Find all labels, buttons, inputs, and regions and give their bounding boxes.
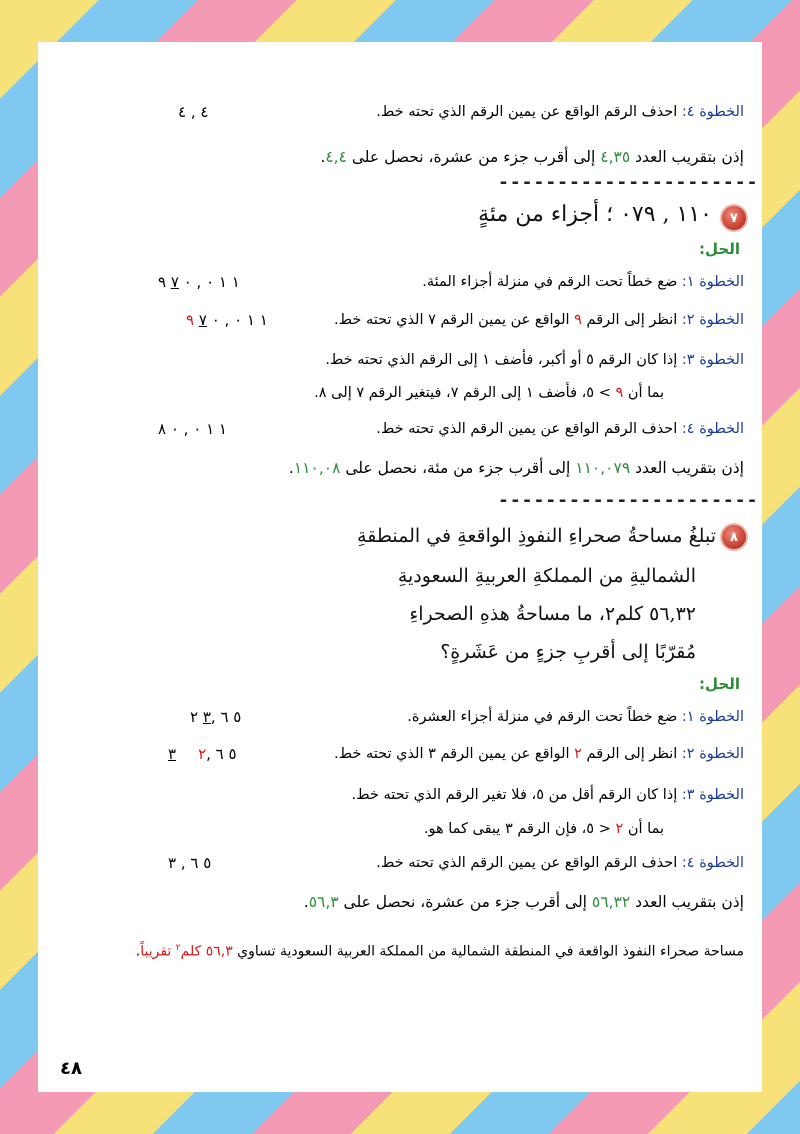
ex8-step3-detail: بما أن ٢ < ٥، فإن الرقم ٣ يبقى كما هو.: [423, 821, 664, 837]
example-8-solution-label: الحل:: [699, 675, 740, 693]
ex7-step2: الخطوة ٢: انظر إلى الرقم ٩ الواقع عن يمين الرقم ٧ الذي تحته خط.: [334, 312, 744, 328]
ex8-step4-number: ٥ ٦ , ٣: [168, 854, 212, 872]
example-7-badge: ٧: [720, 204, 748, 232]
example-7-solution-label: الحل:: [699, 240, 740, 258]
ex7-step2-number: ١ ١ ٠ , ٠ ٧ ٩: [186, 311, 268, 329]
ex7-conclusion: إذن بتقريب العدد ١١٠,٠٧٩ إلى أقرب جزء من مئة، نحصل على ١١٠,٠٨.: [288, 459, 744, 477]
prev-step4-line: الخطوة ٤: احذف الرقم الواقع عن يمين الرقم الذي تحته خط.: [376, 104, 744, 120]
divider-2: ----------------------: [498, 490, 759, 511]
prev-step4-result: ٤ , ٤: [178, 103, 209, 121]
ex7-step3-detail: بما أن ٩ > ٥، فأضف ١ إلى الرقم ٧، فيتغير الرقم ٧ إلى ٨.: [314, 385, 664, 401]
ex7-step4: الخطوة ٤: احذف الرقم الواقع عن يمين الرقم الذي تحته خط.: [376, 421, 744, 437]
page-number: ٤٨: [60, 1058, 82, 1079]
ex7-step1-number: ١ ١ ٠ , ٠ ٧ ٩: [158, 273, 240, 291]
ex8-step2: الخطوة ٢: انظر إلى الرقم ٢ الواقع عن يمين الرقم ٣ الذي تحته خط.: [334, 746, 744, 762]
ex8-step4: الخطوة ٤: احذف الرقم الواقع عن يمين الرقم الذي تحته خط.: [376, 855, 744, 871]
divider-1: ----------------------: [498, 172, 759, 193]
ex7-step1: الخطوة ١: ضع خطاً تحت الرقم في منزلة أجزاء المئة.: [422, 274, 744, 290]
prev-conclusion: إذن بتقريب العدد ٤,٣٥ إلى أقرب جزء من عشرة، نحصل على ٤,٤.: [320, 148, 744, 166]
example-8-badge: ٨: [720, 523, 748, 551]
page: [38, 42, 762, 1092]
ex8-step1-number: ٥ ٦ ,٣ ٢: [190, 708, 242, 726]
ex8-final-answer: مساحة صحراء النفوذ الواقعة في المنطقة الشمالية من المملكة العربية السعودية تساوي ٥٦,٣ كلم$^٢$ تقريباً.: [135, 943, 744, 960]
ex8-step1: الخطوة ١: ضع خطاً تحت الرقم في منزلة أجزاء العشرة.: [407, 709, 744, 725]
ex8-step2-number: ٥ ٦ ,٣ ٢: [168, 745, 237, 763]
example-7-title: ١١٠ , ٠٧٩ ؛ أجزاء من مئةٍ: [478, 202, 712, 227]
ex7-step3: الخطوة ٣: إذا كان الرقم ٥ أو أكبر، فأضف ١ إلى الرقم الذي تحته خط.: [325, 352, 744, 368]
ex8-problem-line-2: الشماليةِ من المملكةِ العربيةِ السعوديةِ: [397, 565, 696, 587]
ex8-problem-line-1: تبلغُ مساحةُ صحراءِ النفوذِ الواقعةِ في المنطقةِ: [357, 525, 716, 547]
ex8-conclusion: إذن بتقريب العدد ٥٦,٣٢ إلى أقرب جزء من عشرة، نحصل على ٥٦,٣.: [303, 893, 744, 911]
ex8-problem-line-3: ٥٦,٣٢ كلم٢، ما مساحةُ هذهِ الصحراءِ: [409, 603, 696, 625]
ex7-step4-number: ١ ١ ٠ , ٠ ٨: [158, 420, 227, 438]
ex8-problem-line-4: مُقرّبًا إلى أقربِ جزءٍ من عَشَرةٍ؟: [440, 641, 696, 663]
ex8-step3: الخطوة ٣: إذا كان الرقم أقل من ٥، فلا تغير الرقم الذي تحته خط.: [351, 787, 744, 803]
